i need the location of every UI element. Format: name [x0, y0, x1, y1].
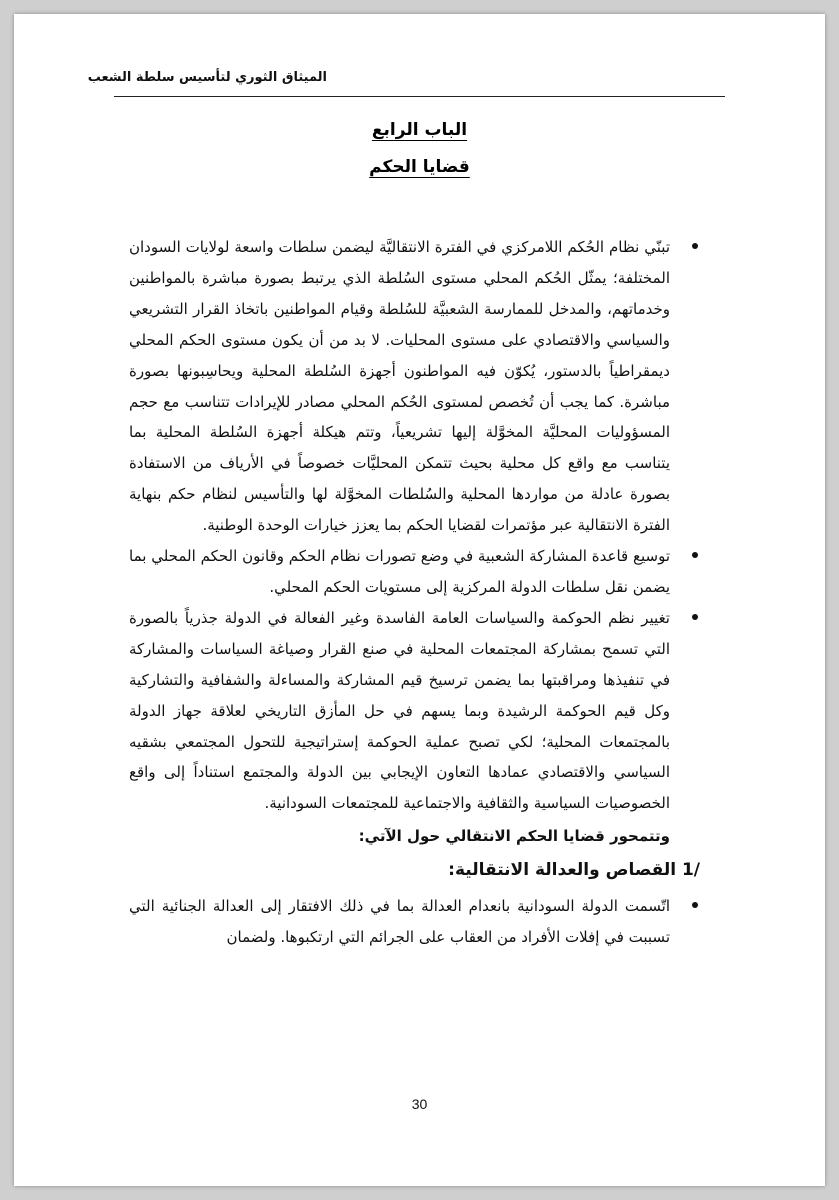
page-number: 30 [411, 1096, 428, 1112]
bullet-paragraph: اتّسمت الدولة السودانية بانعدام العدالة بما في ذلك الافتقار إلى العدالة الجنائية التي تسببت في إفلات الأفراد من العقاب على الجرائم التي ارتكبوها. ولضمان [129, 897, 670, 947]
running-header: الميثاق الثوري لتأسيس سلطة الشعب [87, 70, 327, 85]
header-divider [114, 96, 725, 97]
chapter-title [14, 120, 825, 140]
bullet-paragraph: توسيع قاعدة المشاركة الشعبية في وضع تصورات نظام الحكم وقانون الحكم المحلي بما يضمن نقل سلطات الدولة المركزية إلى مستويات الحكم المحلي. [129, 547, 670, 596]
bullet-item [129, 603, 700, 819]
bullet-paragraph: تبنّي نظام الحُكم اللامركزي في الفترة الانتقاليَّة ليضمن سلطات واسعة لولايات السودان المختلفة؛ يمثّل الحُكم المحلي مستوى السُلطة الذي يرتبط بصورة مباشرة بالمواطنين وخدماتهم، والمدخل للممارسة الشعبيَّة للسُلطة وقيام المواطنين باتخاذ القرار التشريعي والسياسي والاقتصادي على مستوى المحليات. لا بد من أن يكون مستوى الحكم المحلي ديمقراطياً بالدستور، يُكوّن فيه المواطنون أجهزة السُلطة المحلية ويحاسِبونها بصورة مباشرة. كما يجب أن تُخصص لمستوى الحُكم المحلي مصادر للإيرادات تتناسب مع حجم المسؤوليات المحليَّة المخوَّلة إليها تشريعياً، وتتم هيكلة أجهزة السُلطة المحلية بما يتناسب مع واقع كل محلية بحيث تتمكن المحليَّات خصوصاً في الأرياف من الاستفادة بصورة عادلة من مواردها المحلية والسُلطات المخوَّلة لها والتأسيس لنظام حكم بنهاية الفترة الانتقالية عبر مؤتمرات لقضايا الحكم بما يعزز خيارات الوحدة الوطنية. [129, 238, 670, 535]
bullet-item [129, 232, 700, 541]
bullet-icon [692, 614, 698, 620]
bullet-icon [692, 902, 698, 908]
bullet-icon [692, 243, 698, 249]
bullet-list-governance [129, 232, 700, 819]
chapter-subtitle-text: قضايا الحكم [369, 157, 470, 177]
bullet-list-justice [129, 891, 700, 953]
subsection-title: القصاص والعدالة الانتقالية: [448, 860, 677, 881]
chapter-title-text: الباب الرابع [371, 120, 468, 140]
lead-in-heading: وتتمحور قضايا الحكم الانتقالي حول الآتي: [358, 827, 670, 846]
bullet-item [129, 891, 700, 953]
chapter-subtitle [14, 157, 825, 177]
subsection-heading [129, 853, 700, 887]
document-page [14, 14, 825, 1186]
bullet-icon [692, 552, 698, 558]
bullet-paragraph: تغيير نظم الحوكمة والسياسات العامة الفاسدة وغير الفعالة في الدولة جذرياً بالصورة التي تسمح بمشاركة المجتمعات المحلية في صنع القرار وصياغة السياسات والمشاركة في تنفيذها ومراقبتها بما يضمن ترسيخ قيم المشاركة والمساءلة والشفافية والتشاركية وكل قيم الحوكمة الرشيدة وبما يسهم في حل المأزق التاريخي لعلاقة جهاز الدولة بالمجتمعات المحلية؛ لكي تصبح عملية الحوكمة إستراتيجية للتحول المجتمعي بشقيه السياسي والاقتصادي عمادها التعاون الإيجابي بين الدولة والمجتمع استناداً إلى واقع الخصوصيات السياسية والثقافية والاجتماعية للمجتمعات السودانية. [129, 608, 670, 813]
bullet-item [129, 541, 700, 603]
subsection-number: 1/ [681, 860, 700, 881]
body-text [129, 232, 700, 953]
